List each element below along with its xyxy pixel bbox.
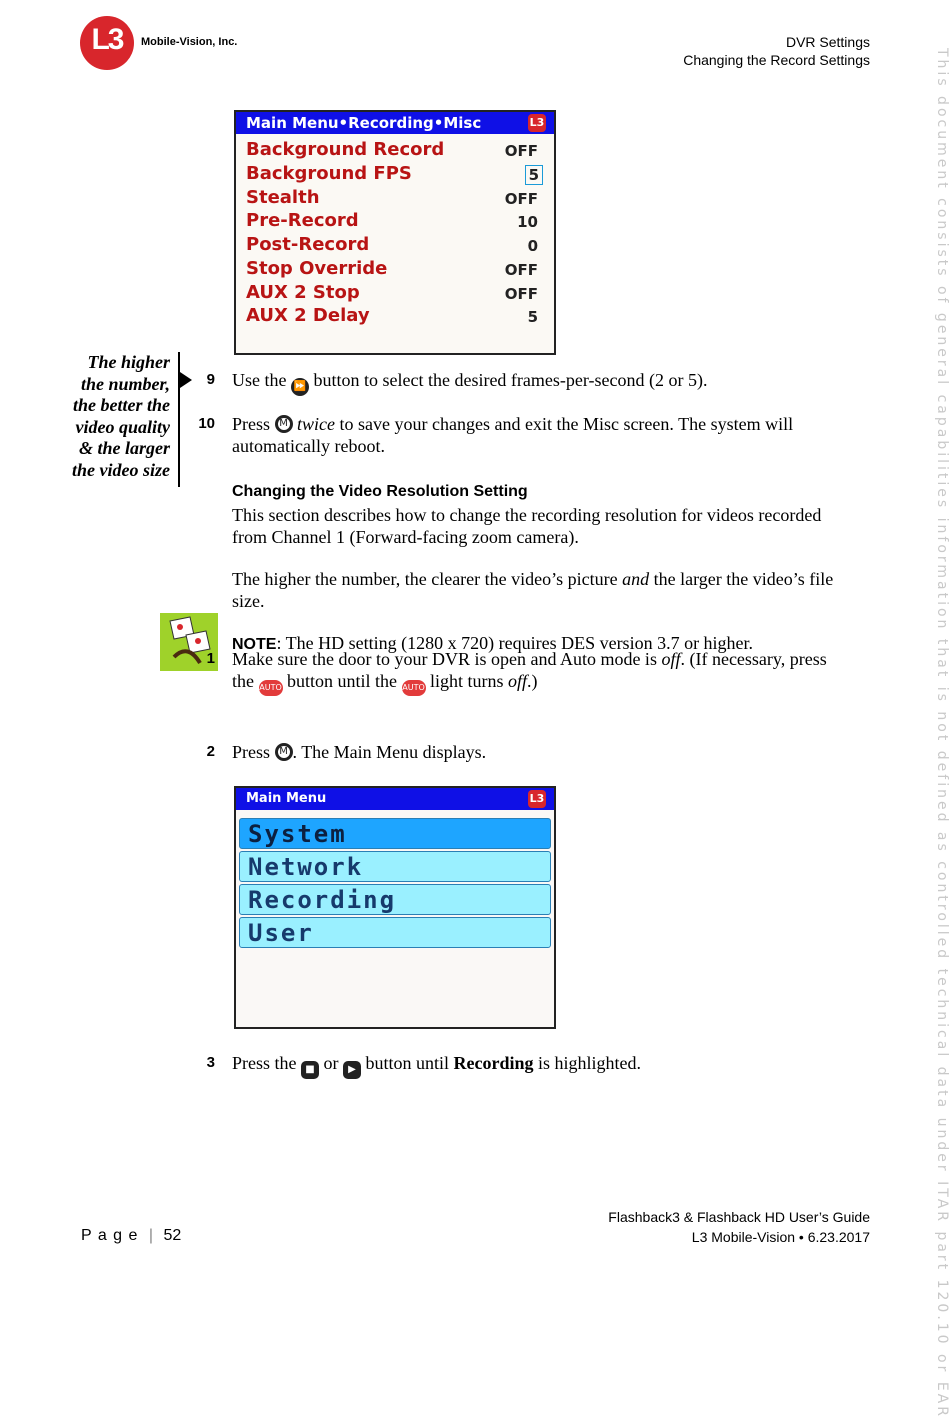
main-menu-title: Main Menu — [246, 791, 327, 806]
misc-row-background-record: Background Record OFF — [246, 139, 538, 160]
l3-mini-logo-icon: L3 — [528, 114, 546, 132]
page-footer-left: P a g e | 52 — [81, 1227, 182, 1244]
misc-row-stealth: Stealth OFF — [246, 187, 538, 208]
note-text: NOTE: The HD setting (1280 x 720) requires DES version 3.7 or higher. — [232, 633, 754, 653]
step-1-text: Make sure the door to your DVR is open and Auto mode is off. (If necessary, press the AUTO button until the AUTO light turns off.) — [232, 648, 852, 696]
step-number: 2 — [206, 743, 215, 760]
misc-screen-title-bar — [236, 112, 554, 134]
auto-button-icon: AUTO — [259, 680, 283, 696]
misc-row-background-fps: Background FPS 5 — [246, 163, 538, 187]
footer-publisher: L3 Mobile-Vision • 6.23.2017 — [691, 1229, 870, 1245]
stop-button-icon: ■ — [301, 1061, 319, 1079]
l3-logo-text: L3 — [91, 23, 123, 56]
step-2-text: Press M . The Main Menu displays. — [232, 742, 487, 762]
step-number: 10 — [198, 415, 215, 432]
l3-mini-logo-icon: L3 — [528, 790, 546, 808]
section-paragraph: The higher the number, the clearer the video’s picture and the larger the video’s file size. — [232, 569, 834, 611]
play-pause-button-icon: ▶ — [343, 1061, 361, 1079]
misc-screen-title: Main Menu•Recording•Misc — [246, 114, 482, 132]
misc-row-aux2-delay: AUX 2 Delay 5 — [246, 305, 538, 326]
menu-item-network: Network — [239, 851, 551, 882]
section-heading: Changing the Video Resolution Setting — [232, 483, 528, 500]
main-menu-screen-image — [234, 786, 556, 1029]
menu-item-system: System — [239, 818, 551, 849]
fast-forward-button-icon: ⏩ — [291, 378, 309, 396]
step-9-text: Use the ⏩ button to select the desired frames-per-second (2 or 5). — [232, 369, 852, 396]
step-3-text: Press the ■ or ▶ button until Recording is highlighted. — [232, 1052, 852, 1079]
step-number: 1 — [206, 650, 215, 667]
menu-button-icon: M — [275, 415, 293, 433]
menu-item-recording: Recording — [239, 884, 551, 915]
misc-row-aux2-stop: AUX 2 Stop OFF — [246, 282, 538, 303]
misc-screen-image — [234, 110, 556, 355]
main-menu-title-bar — [236, 788, 554, 810]
step-number: 3 — [206, 1054, 215, 1071]
company-name: Mobile-Vision, Inc. — [141, 36, 238, 48]
misc-row-stop-override: Stop Override OFF — [246, 258, 538, 279]
auto-light-icon: AUTO — [402, 680, 426, 696]
header-section: DVR Settings — [785, 34, 870, 50]
menu-button-icon: M — [275, 743, 293, 761]
step-10-text: Press M twice to save your changes and exit the Misc screen. The system will automatically reboot. — [232, 414, 794, 456]
menu-item-user: User — [239, 917, 551, 948]
side-note: The higher the number, the better the video quality & the larger the video size — [72, 352, 170, 480]
step-number: 9 — [206, 371, 215, 388]
header-subsection: Changing the Record Settings — [683, 52, 870, 68]
section-intro: This section describes how to change the recording resolution for videos recorded from Channel 1 (Forward-facing zoom camera). — [232, 505, 822, 547]
misc-row-pre-record: Pre-Record 10 — [246, 210, 538, 231]
itar-watermark: This document consists of general capabilities information that is not defined as controlled technical data under ITAR part 120.10 or EAR — [934, 48, 950, 1419]
misc-row-post-record: Post-Record 0 — [246, 234, 538, 255]
footer-guide-title: Flashback3 & Flashback HD User’s Guide — [608, 1209, 870, 1225]
